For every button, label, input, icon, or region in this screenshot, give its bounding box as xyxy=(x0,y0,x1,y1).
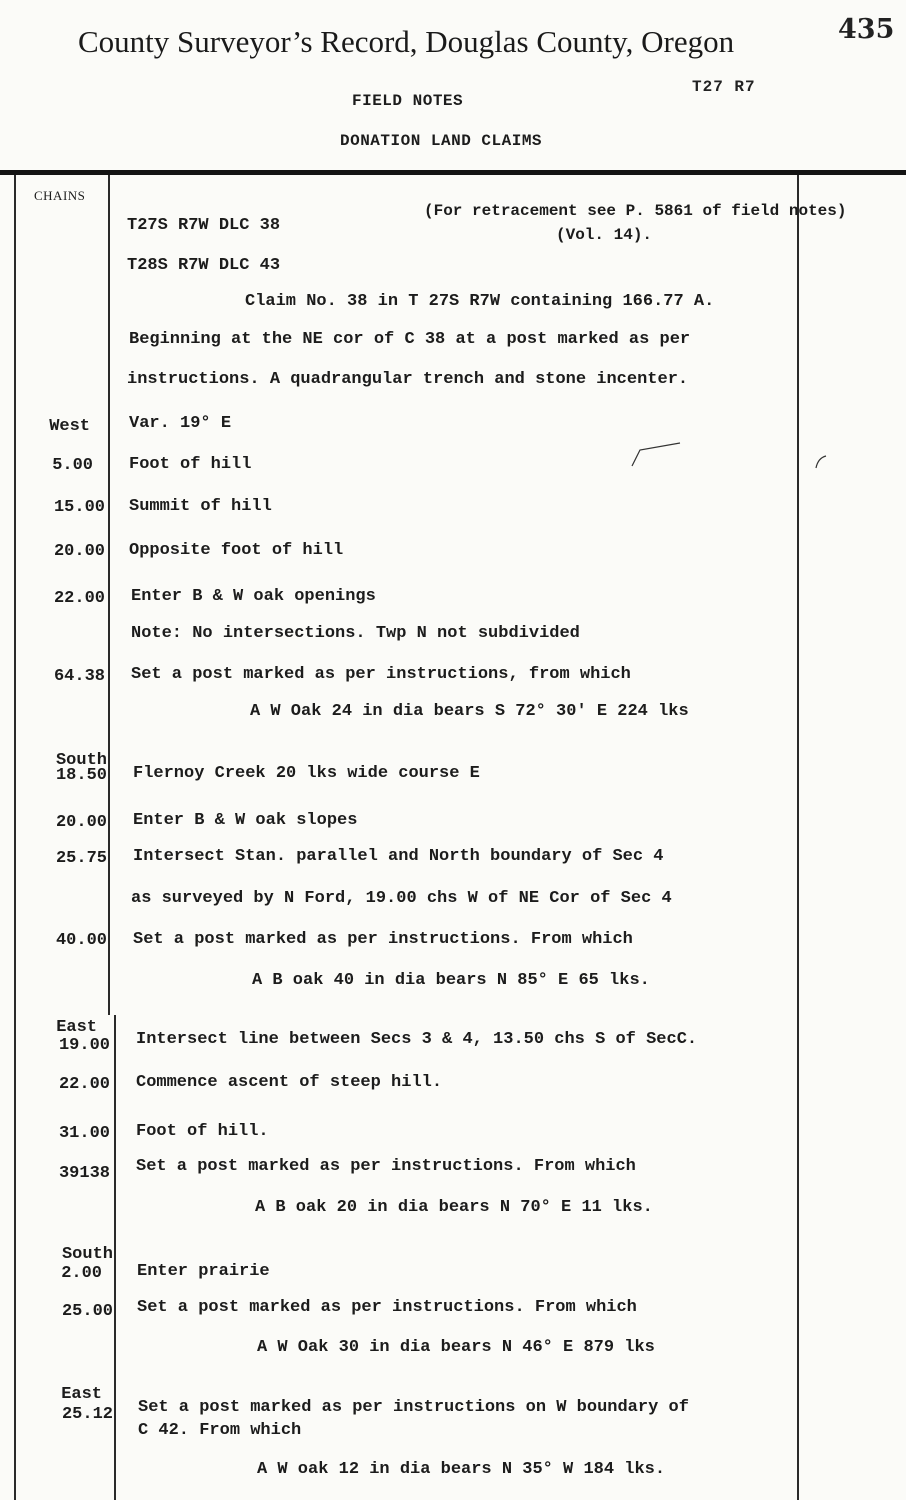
claim-line: Claim No. 38 in T 27S R7W containing 166.77 A. xyxy=(245,292,715,311)
direction-label: East xyxy=(61,1385,102,1404)
chain-distance: 5.00 xyxy=(52,456,93,475)
note-text: Set a post marked as per instructions on W boundary of xyxy=(138,1398,689,1417)
page-number: 435 xyxy=(838,14,895,45)
pencil-mark xyxy=(812,452,832,472)
note-text: as surveyed by N Ford, 19.00 chs W of NE Cor of Sec 4 xyxy=(131,889,672,908)
beginning-text: Beginning at the NE cor of C 38 at a post marked as per xyxy=(129,330,691,349)
chain-distance: 2.00 xyxy=(61,1264,102,1283)
retracement-volume: (Vol. 14). xyxy=(556,226,653,244)
chains-column-rule-lower xyxy=(114,1015,116,1500)
chain-distance: 40.00 xyxy=(55,931,107,950)
page-header xyxy=(0,0,906,170)
chains-column-header: CHAINS xyxy=(34,188,86,203)
chain-distance: 20.00 xyxy=(55,813,107,832)
bearing-tree-text: A B oak 20 in dia bears N 70° E 11 lks. xyxy=(255,1198,653,1217)
direction-label: South xyxy=(55,751,107,770)
note-text: Opposite foot of hill xyxy=(129,541,344,560)
chain-distance: 22.00 xyxy=(58,1075,110,1094)
bearing-tree-text: A B oak 40 in dia bears N 85° E 65 lks. xyxy=(252,971,650,990)
note-text: Commence ascent of steep hill. xyxy=(136,1073,443,1092)
township-reference: T27 R7 xyxy=(692,78,756,96)
note-text: Flernoy Creek 20 lks wide course E xyxy=(133,764,480,783)
note-text: Set a post marked as per instructions. From which xyxy=(136,1157,636,1176)
variation-text: Var. 19° E xyxy=(129,414,232,433)
dlc-reference: T28S R7W DLC 43 xyxy=(127,256,281,275)
field-notes-heading: FIELD NOTES xyxy=(352,92,464,110)
chain-distance: 25.75 xyxy=(55,849,107,868)
chain-distance: 39138 xyxy=(58,1164,110,1183)
bearing-tree-text: A W oak 12 in dia bears N 35° W 184 lks. xyxy=(257,1460,666,1479)
chain-distance: 25.12 xyxy=(61,1405,113,1424)
chain-distance: 15.00 xyxy=(53,498,105,517)
bearing-tree-text: A W Oak 24 in dia bears S 72° 30' E 224 lks xyxy=(250,702,689,721)
dlc-reference: T27S R7W DLC 38 xyxy=(127,216,281,235)
note-text: Set a post marked as per instructions. From which xyxy=(133,930,633,949)
direction-label: East xyxy=(56,1018,97,1037)
record-title: County Surveyor’s Record, Douglas County, Oregon xyxy=(78,24,735,59)
note-text: Enter prairie xyxy=(137,1262,270,1281)
bearing-tree-text: A W Oak 30 in dia bears N 46° E 879 lks xyxy=(257,1338,655,1357)
chain-distance: 64.38 xyxy=(53,667,105,686)
chain-distance: 19.00 xyxy=(58,1036,110,1055)
note-text: Set a post marked as per instructions, from which xyxy=(131,665,631,684)
direction-label: South xyxy=(61,1245,113,1264)
note-text: Summit of hill xyxy=(129,497,272,516)
chain-distance: 25.00 xyxy=(61,1302,113,1321)
note-text: Intersect line between Secs 3 & 4, 13.50 chs S of SecC. xyxy=(136,1030,698,1049)
note-text: Enter B & W oak openings xyxy=(131,587,376,606)
section-heading: DONATION LAND CLAIMS xyxy=(340,132,543,150)
direction-label: West xyxy=(49,417,90,436)
note-text: Enter B & W oak slopes xyxy=(133,811,358,830)
retracement-note: (For retracement see P. 5861 of field notes) xyxy=(424,202,847,220)
chain-distance: 31.00 xyxy=(58,1124,110,1143)
township-note: Note: No intersections. Twp N not subdivided xyxy=(131,624,580,643)
chain-distance: 22.00 xyxy=(53,589,105,608)
beginning-text: instructions. A quadrangular trench and stone incenter. xyxy=(127,370,689,389)
chains-column-rule xyxy=(108,175,110,1015)
chain-distance: 20.00 xyxy=(53,542,105,561)
note-text: C 42. From which xyxy=(138,1421,302,1440)
note-text: Intersect Stan. parallel and North boundary of Sec 4 xyxy=(133,847,664,866)
right-margin-rule xyxy=(797,175,799,1500)
pencil-mark xyxy=(628,440,684,470)
note-text: Set a post marked as per instructions. From which xyxy=(137,1298,637,1317)
note-text: Foot of hill. xyxy=(136,1122,269,1141)
note-text: Foot of hill xyxy=(129,455,252,474)
chain-distance: 18.50 xyxy=(55,766,107,785)
header-divider xyxy=(0,170,906,175)
